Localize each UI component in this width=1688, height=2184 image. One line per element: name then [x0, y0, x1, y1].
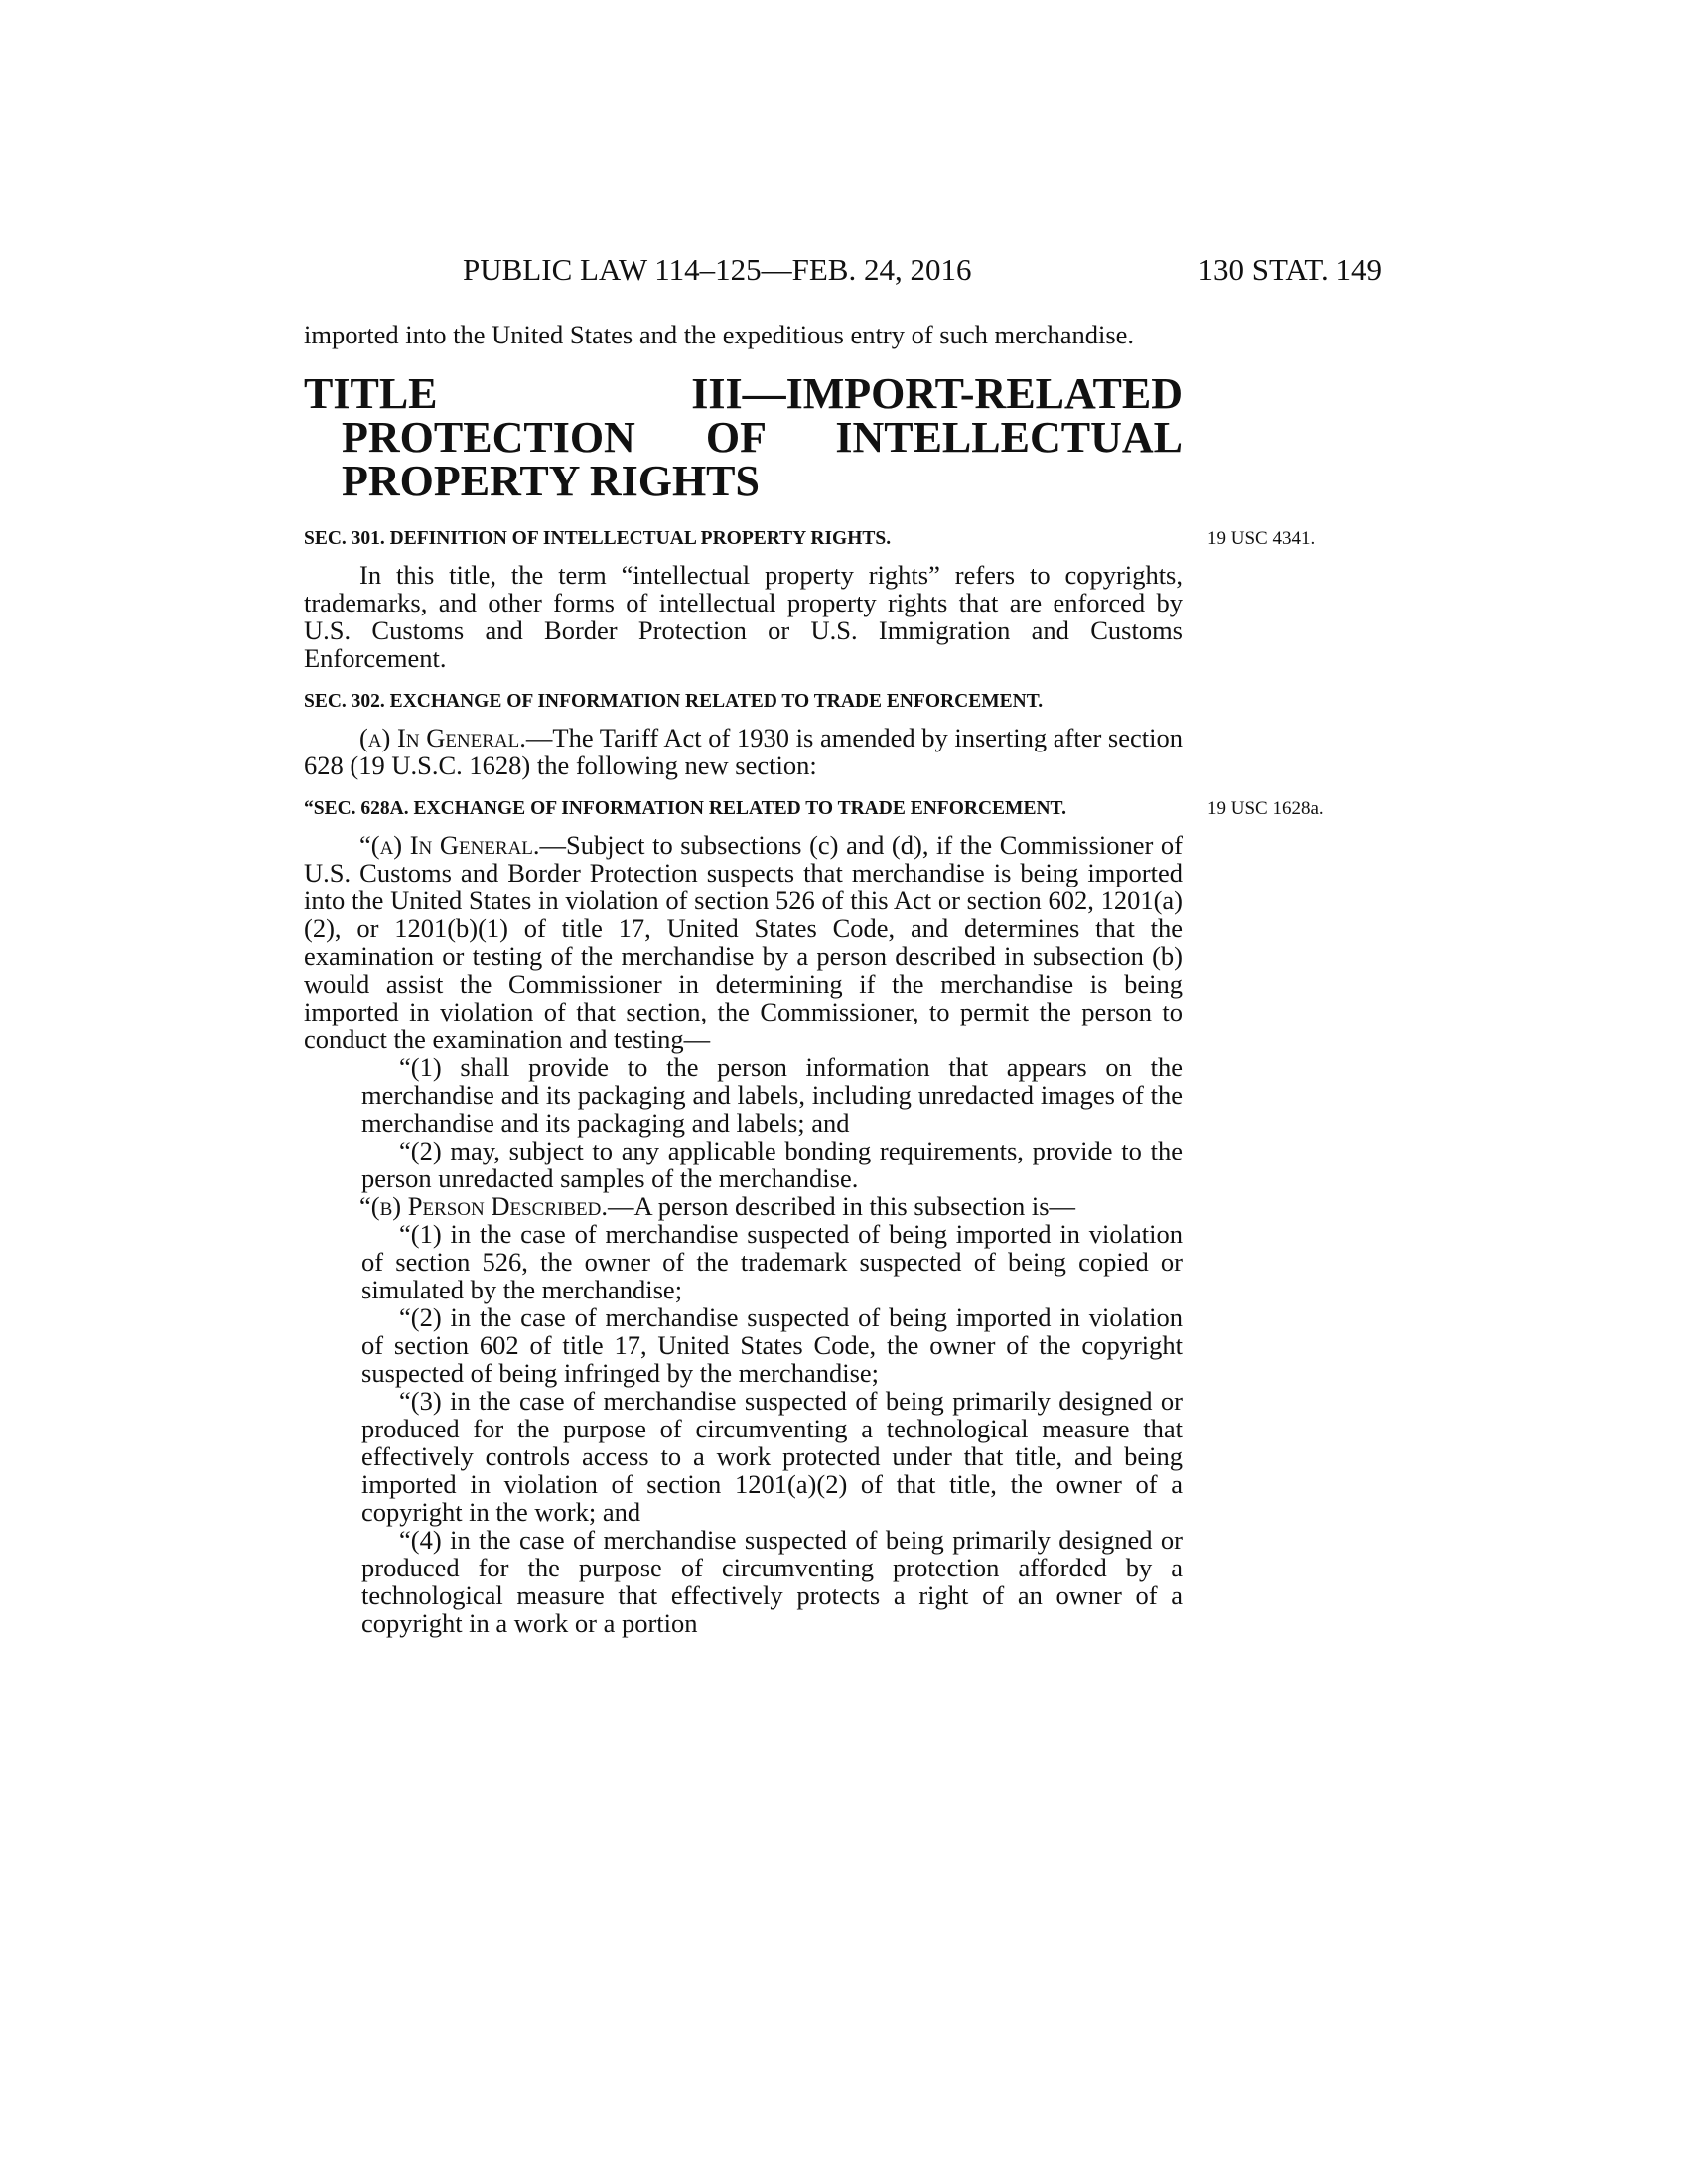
section-302-a-label: (a) In General. — [359, 723, 526, 752]
statutes-page-number: 130 STAT. 149 — [1197, 252, 1382, 287]
section-628a-paragraph-a2: “(2) may, subject to any applicable bonding requirements, provide to the person unredacted samples of the merchandise. — [361, 1136, 1183, 1193]
section-628a-paragraph-b4: “(4) in the case of merchandise suspected of being primarily designed or produced for the purpose of circumventing protection afforded by a technological measure that effectively protects a right of an owner of a copyright in a work or a portion — [361, 1525, 1183, 1638]
section-628a-a-label: “(a) In General. — [359, 830, 540, 860]
title-heading: TITLE III—IMPORT-RELATED PROTECTION OF INTELLECTUAL PROPERTY RIGHTS — [304, 369, 1183, 505]
section-302-subsection-a — [304, 724, 1183, 779]
section-302-a-text: —The Tariff Act of 1930 is amended by inserting after section 628 (19 U.S.C. 1628) the following new section: — [304, 723, 1183, 780]
section-628a-subsection-a — [304, 831, 1183, 1053]
section-301-heading-text: SEC. 301. DEFINITION OF INTELLECTUAL PROPERTY RIGHTS. — [304, 528, 892, 549]
section-628a-paragraph-b3: “(3) in the case of merchandise suspected of being primarily designed or produced for the purpose of circumventing a technological measure that effectively controls access to a work protected under that title, and being imported in violation of section 1201(a)(2) of that title, the owner of a copyright in the work; and — [361, 1386, 1183, 1527]
section-628a-b-text: —A person described in this subsection is— — [607, 1191, 1076, 1221]
continued-paragraph: imported into the United States and the expeditious entry of such merchandise. — [304, 320, 1135, 349]
running-header — [304, 250, 1382, 290]
section-628a-marginal-note: 19 USC 1628a. — [1207, 798, 1324, 819]
section-628a-paragraph-b2: “(2) in the case of merchandise suspected of being imported in violation of section 602 of title 17, United States Code, the owner of the copyright suspected of being infringed by the merchandise; — [361, 1302, 1183, 1388]
section-628a-subsection-b — [304, 1192, 1183, 1220]
section-628a-paragraph-b1: “(1) in the case of merchandise suspected of being imported in violation of section 526, the owner of the trademark suspected of being copied or simulated by the merchandise; — [361, 1219, 1183, 1304]
section-628a-b-label: “(b) Person Described. — [359, 1191, 608, 1221]
public-law-citation: PUBLIC LAW 114–125—FEB. 24, 2016 — [463, 252, 972, 287]
section-302-heading: SEC. 302. EXCHANGE OF INFORMATION RELATED TO TRADE ENFORCEMENT. — [304, 691, 1044, 712]
section-301-marginal-note: 19 USC 4341. — [1207, 528, 1316, 549]
document-body — [304, 320, 1324, 1638]
section-628a-heading-text: “SEC. 628A. EXCHANGE OF INFORMATION RELATED TO TRADE ENFORCEMENT. — [304, 798, 1066, 819]
section-301-heading — [304, 527, 1316, 551]
section-301-text: In this title, the term “intellectual property rights” refers to copyrights, trademarks, and other forms of intellectual property rights that are enforced by U.S. Customs and Border Protection or U.S. Immigration and Customs Enforcement. — [304, 560, 1183, 673]
section-628a-heading — [304, 797, 1324, 821]
section-628a-paragraph-a1: “(1) shall provide to the person information that appears on the merchandise and its packaging and labels, including unredacted images of the merchandise and its packaging and labels; and — [361, 1052, 1183, 1138]
section-628a-a-text: —Subject to subsections (c) and (d), if the Commissioner of U.S. Customs and Border Protection suspects that merchandise is being imported into the United States in violation of section 526 of this Act or section 602, 1201(a)(2), or 1201(b)(1) of title 17, United States Code, and determines that the examination or testing of the merchandise by a person described in subsection (b) would assist the Commissioner in determining if the merchandise is being imported in violation of that section, the Commissioner, to permit the person to conduct the examination and testing— — [304, 830, 1183, 1054]
